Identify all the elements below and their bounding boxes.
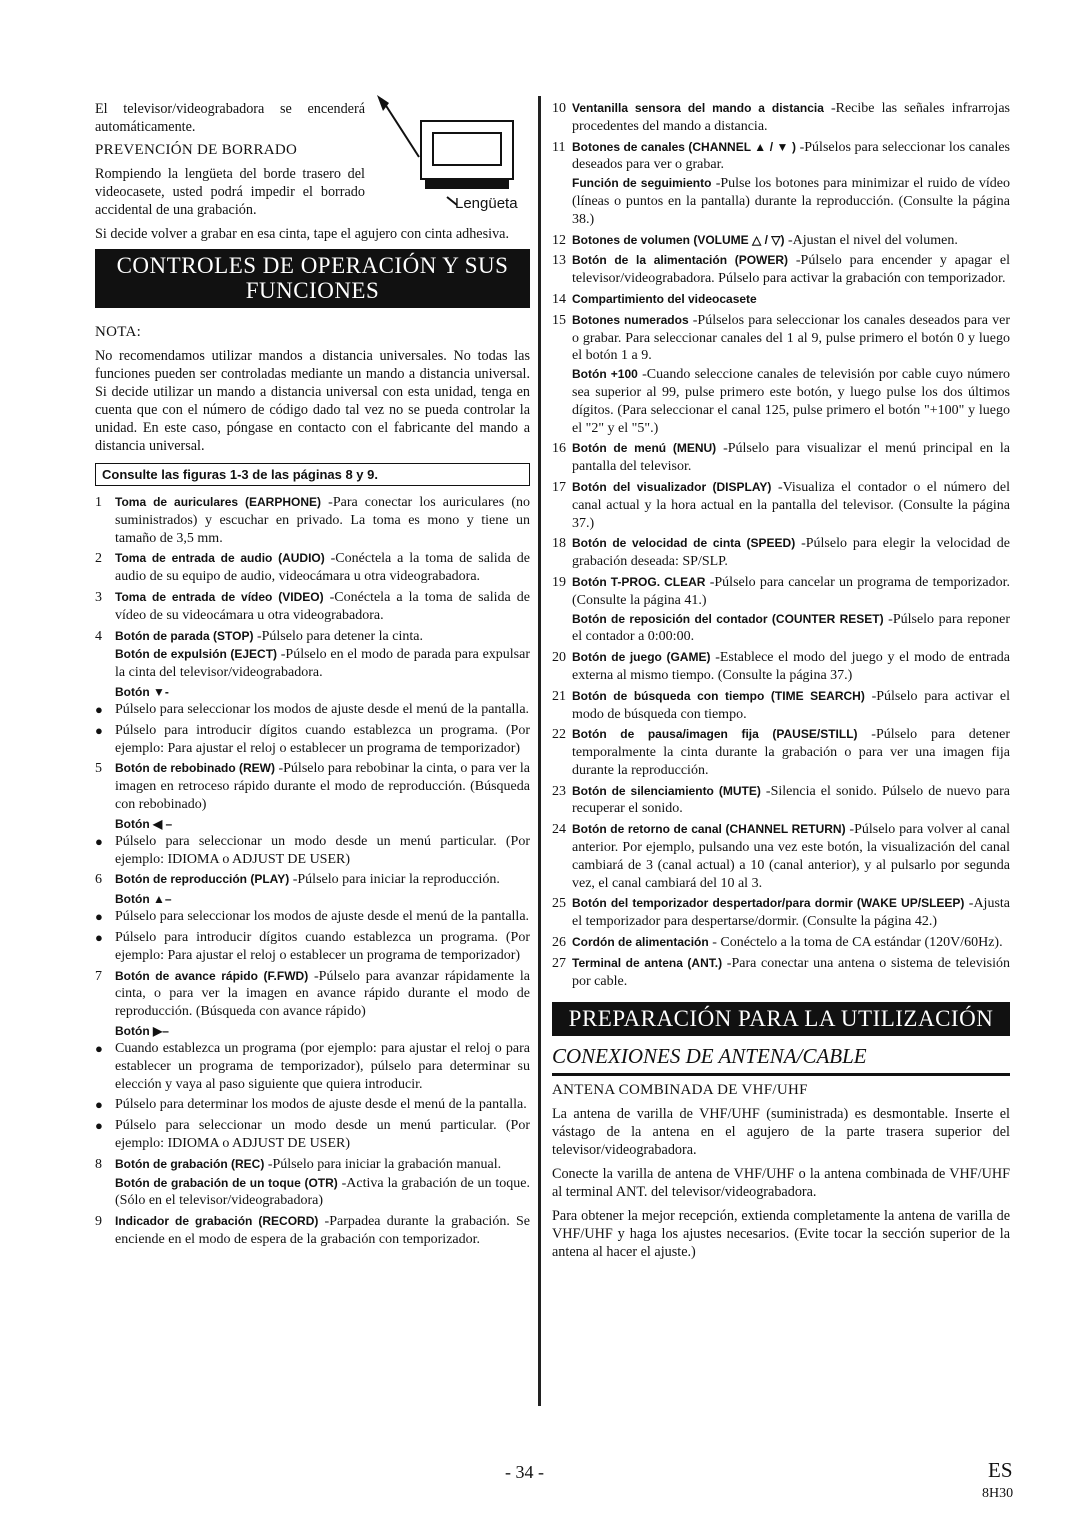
list-item: 11 Botones de canales (CHANNEL ▲ / ▼ ) -Púlselos para seleccionar los canales deseados para ver o grabar. Función de seguimiento -Pulse los botones para minimizar el ruido de vídeo (líneas o puntos en la pantalla) durante la reproducción. (Consulte la página 38.)	[552, 139, 1010, 227]
tab-label: Lengüeta	[455, 195, 518, 212]
list-item: 22 Botón de pausa/imagen fija (PAUSE/STILL) -Púlselo para detener temporalmente la cinta durante la grabación o para ver una imagen fija durante la reproducción.	[552, 727, 1010, 778]
list-item: 26 Cordón de alimentación - Conéctelo a la toma de CA estándar (120V/60Hz).	[552, 935, 1003, 951]
antena-p3: Para obtener la mejor recepción, extienda completamente la antena de varilla de VHF/UHF y haga los ajustes necesarios. (Evite tocar la sección superior de la antena al hacer el ajuste.)	[552, 1208, 1010, 1261]
list-item: 23 Botón de silenciamiento (MUTE) -Silencia el sonido. Púlselo de nuevo para recuperar el sonido.	[552, 783, 1010, 817]
right-column	[552, 100, 1010, 1267]
bullet-item: ● Púlselo para introducir dígitos cuando establezca un programa. (Por ejemplo: Para ajustar el reloj o establecer un programa de temporizador)	[95, 722, 530, 756]
list-item: 4 Botón de parada (STOP) -Púlselo para detener la cinta. Botón de expulsión (EJECT) -Púlselo en el modo de parada para expulsar la cinta del televisor/videograbadora.	[95, 628, 530, 681]
list-item: 8 Botón de grabación (REC) -Púlselo para iniciar la grabación manual. Botón de grabación de un toque (OTR) -Activa la grabación de un toque. (Sólo en el televisor/videograbadora)	[95, 1156, 531, 1209]
list-item: 17 Botón del visualizador (DISPLAY) -Visualiza el contador o el número del canal actual y la hora actual en la pantalla del televisor. (Consulte la página 37.)	[552, 479, 1011, 531]
list-item: 21 Botón de búsqueda con tiempo (TIME SEARCH) -Púlselo para activar el modo de búsqueda con tiempo.	[552, 688, 1010, 722]
boton-left-label: Botón ◀ –	[115, 816, 173, 831]
boton-up-label: Botón ▲–	[115, 892, 172, 907]
list-item: 6 Botón de reproducción (PLAY) -Púlselo para iniciar la reproducción.	[95, 872, 500, 888]
bullet-item: ● Púlselo para introducir dígitos cuando establezca un programa. (Por ejemplo: Para ajustar el reloj o establecer un programa de temporizador)	[95, 929, 530, 963]
heading-nota: NOTA:	[95, 324, 142, 340]
bullet-item: ● Púlselo para determinar los modos de ajuste desde el menú de la pantalla.	[95, 1097, 527, 1113]
intro-text: El televisor/videograbadora se encenderá automáticamente.	[95, 101, 365, 135]
list-item: 24 Botón de retorno de canal (CHANNEL RETURN) -Púlselo para volver al canal anterior. Por ejemplo, pulsando una vez este botón, la visualización del canal cambiará de 3 (canal actual) a 10 (canal anterior), y al pulsarlo por segunda vez, el canal cambiará del 10 al 3.	[552, 822, 1010, 891]
list-item: 16 Botón de menú (MENU) -Púlselo para visualizar el menú principal en la pantalla del televisor.	[552, 441, 1010, 475]
bullet-item: ● Púlselo para seleccionar los modos de ajuste desde el menú de la pantalla.	[95, 701, 530, 717]
list-item: 15 Botones numerados -Púlselos para seleccionar los canales deseados para ver o grabar. Para seleccionar canales del 1 al 9, pulse primero el botón 0 y luego el botón 1 a 9. Botón +100 -Cuando seleccione canales de televisión por cable cuyo número sea superior al 99, pulse primero este botón, y luego pulse los dos últimos dígitos. (Para seleccionar el canal 125, pulse primero el botón "+100" y luego el "2" y el "5".)	[552, 312, 1011, 436]
page-number: - 34 -	[505, 1462, 544, 1482]
heading-prevencion: PREVENCIÓN DE BORRADO	[95, 142, 298, 158]
list-item: 10 Ventanilla sensora del mando a distancia -Recibe las señales infrarrojas procedentes del mando a distancia.	[552, 101, 1010, 134]
column-divider	[538, 96, 541, 1406]
rompiendo-text: Rompiendo la lengüeta del borde trasero del videocasete, usted podrá impedir el borrado accidental de una grabación.	[95, 166, 365, 218]
nota-text: No recomendamos utilizar mandos a distancia universales. No todas las funciones pueden ser controladas mediante un mando a distancia universal. Si decide utilizar un mando a distancia universal con esta unidad, tenga en cuenta que con el número de código dado tal vez no se pueda controlar la unidad. En este caso, póngase en contacto con el fabricante del mando a distancia universal.	[95, 348, 530, 454]
boton-down-label: Botón ▼-	[115, 684, 169, 699]
banner-preparacion: PREPARACIÓN PARA LA UTILIZACIÓN	[552, 1002, 1010, 1036]
bullet-item: ● Púlselo para seleccionar un modo desde un menú particular. (Por ejemplo: IDIOMA o ADJUST DE USER)	[95, 1118, 530, 1151]
bullet-item: ● Púlselo para seleccionar los modos de ajuste desde el menú de la pantalla.	[95, 909, 530, 925]
list-item: 13 Botón de la alimentación (POWER) -Púlselo para encender y apagar el televisor/videograbadora. Púlselo para activar la grabación con temporizador.	[552, 253, 1010, 287]
list-item: 5 Botón de rebobinado (REW) -Púlselo para rebobinar la cinta, o para ver la imagen en retroceso rápido durante el modo de reproducción. (Búsqueda con rebobinado)	[95, 761, 530, 812]
list-item: 25 Botón del temporizador despertador/para dormir (WAKE UP/SLEEP) -Ajusta el temporizador para despertarse/dormir. (Consulte la página 42.)	[552, 896, 1010, 930]
list-item: 19 Botón T-PROG. CLEAR -Púlselo para cancelar un programa de temporizador. (Consulte la página 41.) Botón de reposición del contador (COUNTER RESET) -Púlselo para reponer el contador a 0:00:00.	[552, 574, 1010, 645]
list-item: 20 Botón de juego (GAME) -Establece el modo del juego y el modo de entrada externa al mismo tiempo. (Consulte la página 37.)	[552, 650, 1010, 683]
model-code: 8H30	[982, 1486, 1014, 1501]
list-item: 18 Botón de velocidad de cinta (SPEED) -Púlselo para elegir la velocidad de grabación deseada: SP/SLP.	[552, 536, 1010, 570]
banner-line-1: CONTROLES DE OPERACIÓN Y SUS	[116, 253, 509, 278]
bullet-item: ● Cuando establezca un programa (por ejemplo: para ajustar el reloj o para establecer un programa de temporizador), púlselo para determinar su elección y vaya al paso siguiente que quiera introducir.	[95, 1040, 530, 1092]
list-item: 9 Indicador de grabación (RECORD) -Parpadea durante la grabación. Se enciende en el modo de espera de la grabación con temporizador.	[95, 1214, 530, 1247]
antena-p1: La antena de varilla de VHF/UHF (suministrada) es desmontable. Inserte el vástago de la antena en el agujero de la parte trasera superior del televisor/videograbadora.	[552, 1106, 1010, 1159]
list-item: 14 Compartimiento del videocasete	[552, 291, 757, 307]
heading-antena: ANTENA COMBINADA DE VHF/UHF	[552, 1082, 808, 1099]
banner-controles	[95, 249, 530, 308]
consulte-box: Consulte las figuras 1-3 de las páginas 8 y 9.	[95, 463, 530, 486]
boton-right-label: Botón ▶–	[115, 1023, 169, 1038]
banner-line-2: FUNCIONES	[245, 278, 380, 303]
list-item: 1 Toma de auriculares (EARPHONE) -Para conectar los auriculares (no suministrados) y escuchar en privado. La toma es mono y tiene un tamaño de 3,5 mm.	[95, 495, 530, 546]
list-item: 3 Toma de entrada de vídeo (VIDEO) -Conéctela a la toma de salida de vídeo de su videocámara u otra videograbadora.	[95, 589, 530, 623]
bullet-item: ● Púlselo para seleccionar un modo desde un menú particular. (Por ejemplo: IDIOMA o ADJUST DE USER)	[95, 833, 530, 867]
left-column	[95, 100, 530, 1252]
list-item: 27 Terminal de antena (ANT.) -Para conectar una antena o sistema de televisión por cable.	[552, 955, 1011, 989]
heading-conexiones: CONEXIONES DE ANTENA/CABLE	[552, 1044, 1010, 1076]
antena-p2: Conecte la varilla de antena de VHF/UHF o la antena combinada de VHF/UHF al terminal ANT. del televisor/videograbadora.	[552, 1166, 1010, 1201]
list-item: 2 Toma de entrada de audio (AUDIO) -Conéctela a la toma de salida de audio de su equipo de audio, videocámara u otra videograbadora.	[95, 551, 531, 585]
language-code: ES	[988, 1458, 1013, 1482]
sidecide-text: Si decide volver a grabar en esa cinta, tape el agujero con cinta adhesiva.	[95, 226, 510, 242]
list-item: 12 Botones de volumen (VOLUME △ / ▽) -Ajustan el nivel del volumen.	[552, 232, 958, 248]
list-item: 7 Botón de avance rápido (F.FWD) -Púlselo para avanzar rápidamente la cinta, o para ver la imagen en avance rápido durante el modo de reproducción. (Búsqueda con avance rápido)	[95, 968, 530, 1020]
